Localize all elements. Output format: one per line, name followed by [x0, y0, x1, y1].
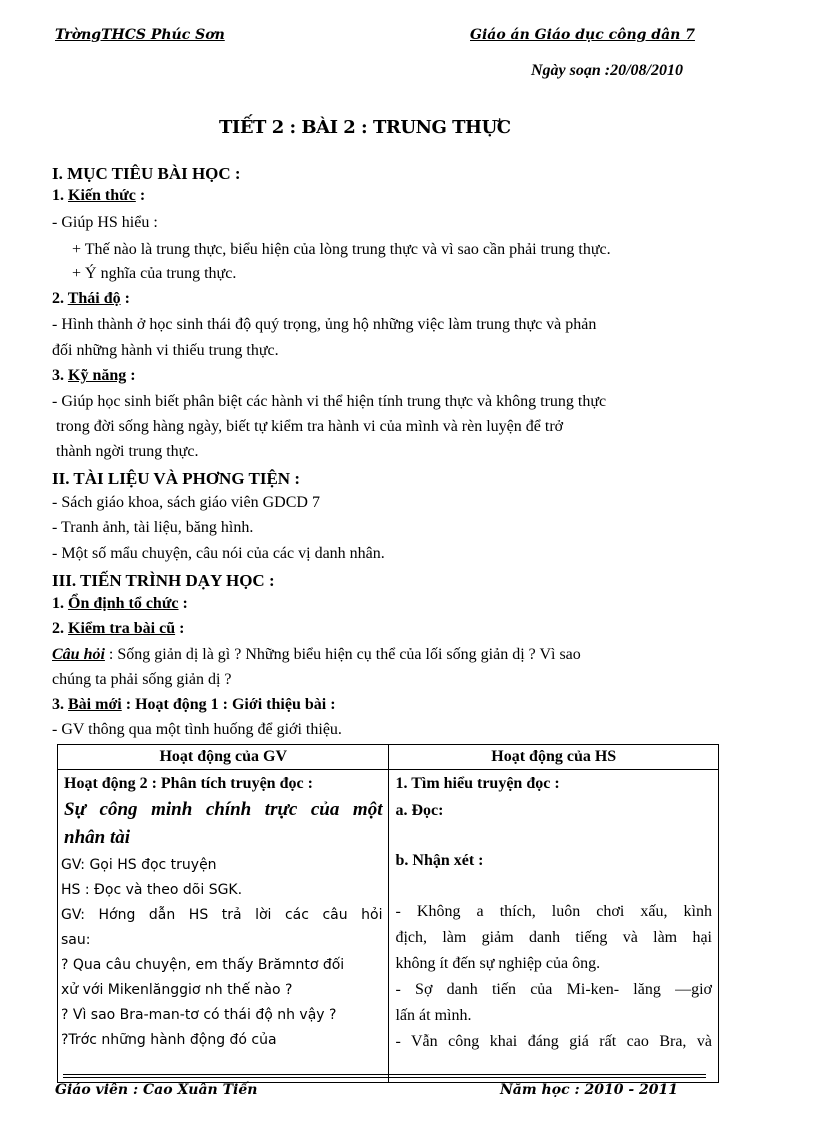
activity-title: Hoạt động 2 : Phân tích truyện đọc : — [64, 775, 313, 792]
new-lesson-heading: 3. Bài mới : Hoạt động 1 : Giới thiệu bài : — [52, 696, 336, 713]
text-line: - Giúp học sinh biết phân biệt các hành vi thể hiện tính trung thực và không trung thực — [52, 393, 607, 410]
teacher-name: Giáo viên : Cao Xuân Tiến — [55, 1082, 258, 1098]
text-line: + Ý nghĩa của trung thực. — [72, 265, 237, 282]
lesson-title: TIẾT 2 : BÀI 2 : TRUNG THỰC — [219, 117, 511, 138]
footer-rule-2 — [63, 1077, 706, 1078]
text-line: - Một số mẩu chuyện, câu nói của các vị danh nhân. — [52, 545, 385, 562]
student-line: - Vẫn công khai đáng giá rất cao Bra, và — [395, 1033, 712, 1050]
teacher-column-header: Hoạt động của GV — [58, 745, 389, 770]
question-line: Câu hỏi : Sống giản dị là gì ? Những biểu hiện cụ thể của lối sống giản dị ? Vì sao — [52, 646, 581, 663]
student-line: không ít đến sự nghiệp của ông. — [395, 955, 601, 972]
reading-heading: 1. Tìm hiểu truyện đọc : — [395, 775, 560, 792]
teacher-line: ?Trớc những hành động đó của — [61, 1032, 277, 1048]
text-line: + Thế nào là trung thực, biểu hiện của lòng trung thực và vì sao cần phải trung thực. — [72, 241, 611, 258]
section-process-heading: III. TIẾN TRÌNH DẠY HỌC : — [52, 571, 275, 590]
school-name: TrờngTHCS Phúc Sơn — [55, 27, 225, 43]
prep-date: Ngày soạn :20/08/2010 — [531, 62, 683, 79]
story-title-line2: nhân tài — [64, 827, 131, 848]
teacher-line: GV: Hớng dẫn HS trả lời các câu hỏi — [61, 907, 383, 923]
student-column-header: Hoạt động của HS — [389, 745, 719, 770]
text-line: - Sách giáo khoa, sách giáo viên GDCD 7 — [52, 494, 320, 511]
section-materials-heading: II. TÀI LIỆU VÀ PHƠNG TIỆN : — [52, 469, 300, 488]
text-line: - Hình thành ở học sinh thái độ quý trọng, ủng hộ những việc làm trung thực và phản — [52, 316, 597, 333]
school-year: Năm học : 2010 - 2011 — [500, 1082, 679, 1098]
text-line: trong đời sống hàng ngày, biết tự kiểm tra hành vi của mình và rèn luyện để trở — [56, 418, 564, 435]
teacher-line: xử với Mikenlănggiơ nh thế nào ? — [61, 982, 293, 998]
reading-b: b. Nhận xét : — [395, 852, 484, 869]
student-activity-cell — [389, 770, 719, 1083]
text-line: - Tranh ảnh, tài liệu, băng hình. — [52, 519, 254, 536]
text-line: đối những hành vi thiếu trung thực. — [52, 342, 279, 359]
text-line: thành ngời trung thực. — [56, 443, 199, 460]
knowledge-heading: 1. Kiến thức : — [52, 187, 146, 204]
teacher-line: HS : Đọc và theo dõi SGK. — [61, 882, 243, 898]
skills-heading: 3. Kỹ năng : — [52, 367, 136, 384]
activity-table — [57, 744, 719, 1083]
review-heading: 2. Kiểm tra bài cũ : — [52, 620, 185, 637]
teacher-line: sau: — [61, 932, 91, 948]
text-line: - Giúp HS hiểu : — [52, 214, 158, 231]
text-line: - GV thông qua một tình huống để giới thiệu. — [52, 721, 342, 738]
student-line: - Sợ danh tiến của Mi-ken- lăng —giơ — [395, 981, 712, 998]
teacher-line: ? Qua câu chuyện, em thấy Brămntơ đối — [61, 957, 345, 973]
student-line: địch, làm giảm danh tiếng và làm hại — [395, 929, 712, 946]
teacher-line: GV: Gọi HS đọc truyện — [61, 857, 217, 873]
teacher-line: ? Vì sao Bra-man-tơ có thái độ nh vậy ? — [61, 1007, 337, 1023]
subject-name: Giáo án Giáo dục công dân 7 — [470, 27, 695, 43]
teacher-activity-cell — [58, 770, 389, 1083]
attitude-heading: 2. Thái độ : — [52, 290, 130, 307]
student-line: lấn át mình. — [395, 1007, 472, 1024]
story-title-line1: Sự công minh chính trực của một — [64, 799, 383, 820]
text-line: chúng ta phải sống giản dị ? — [52, 671, 232, 688]
reading-a: a. Đọc: — [395, 802, 444, 819]
footer-rule — [63, 1074, 706, 1075]
organization-heading: 1. Ổn định tổ chức : — [52, 595, 188, 612]
student-line: - Không a thích, luôn chơi xấu, kình — [395, 903, 712, 920]
table-header-row — [58, 745, 719, 770]
table-row — [58, 770, 719, 1083]
section-objectives-heading: I. MỤC TIÊU BÀI HỌC : — [52, 164, 241, 183]
